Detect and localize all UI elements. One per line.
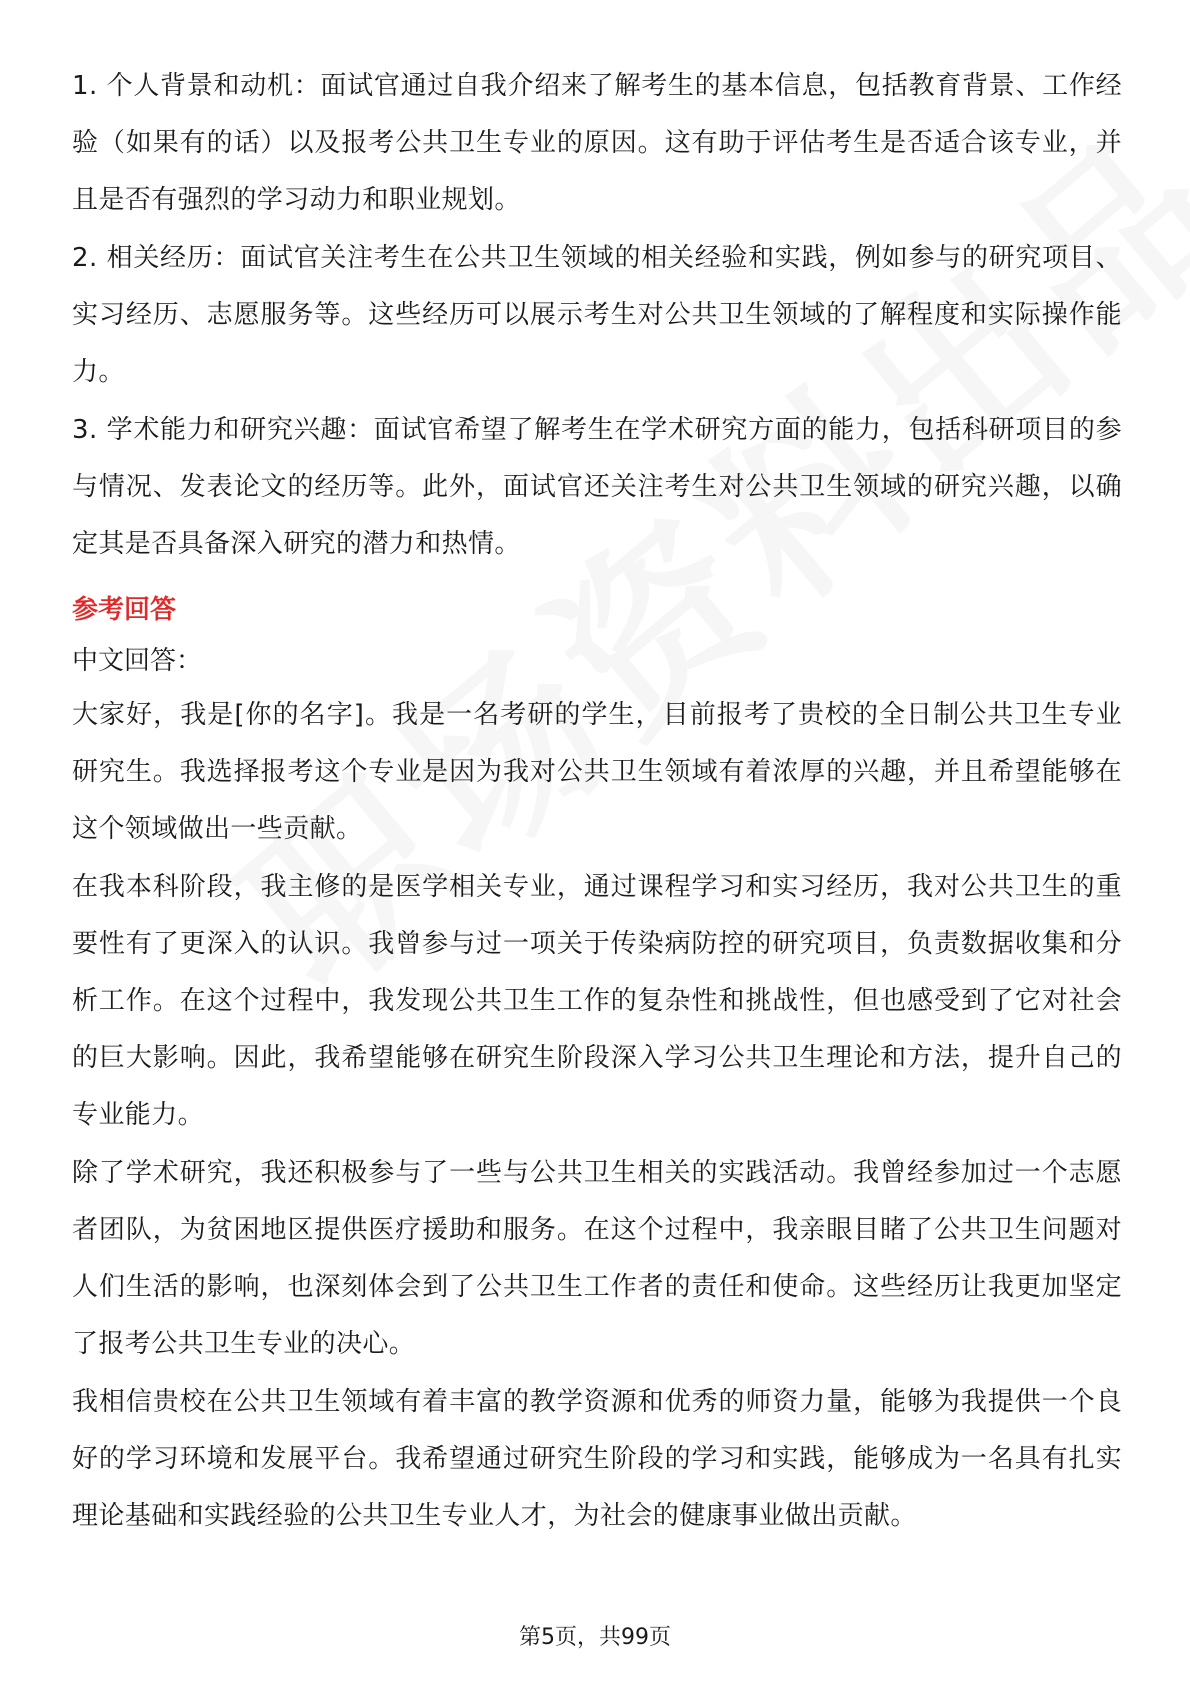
- list-item: 2. 相关经历：面试官关注考生在公共卫生领域的相关经验和实践，例如参与的研究项目、实习经历、志愿服务等。这些经历可以展示考生对公共卫生领域的了解程度和实际操作能力。: [72, 243, 1122, 387]
- page-number: 第5页，共99页: [519, 1625, 671, 1650]
- sub-heading: 中文回答：: [72, 646, 203, 676]
- list-item: 1. 个人背景和动机：面试官通过自我介绍来了解考生的基本信息，包括教育背景、工作经验（如果有的话）以及报考公共卫生专业的原因。这有助于评估考生是否适合该专业，并且是否有强烈的学习动力和职业规划。: [72, 71, 1122, 215]
- answer-paragraph: 我相信贵校在公共卫生领域有着丰富的教学资源和优秀的师资力量，能够为我提供一个良好的学习环境和发展平台。我希望通过研究生阶段的学习和实践，能够成为一名具有扎实理论基础和实践经验的公共卫生专业人才，为社会的健康事业做出贡献。: [72, 1387, 1122, 1531]
- answer-paragraph: 除了学术研究，我还积极参与了一些与公共卫生相关的实践活动。我曾经参加过一个志愿者团队，为贫困地区提供医疗援助和服务。在这个过程中，我亲眼目睹了公共卫生问题对人们生活的影响，也深刻体会到了公共卫生工作者的责任和使命。这些经历让我更加坚定了报考公共卫生专业的决心。: [72, 1158, 1122, 1359]
- answer-paragraph: 大家好，我是[你的名字]。我是一名考研的学生，目前报考了贵校的全日制公共卫生专业研究生。我选择报考这个专业是因为我对公共卫生领域有着浓厚的兴趣，并且希望能够在这个领域做出一些贡献。: [72, 700, 1122, 844]
- answer-paragraph: 在我本科阶段，我主修的是医学相关专业，通过课程学习和实习经历，我对公共卫生的重要性有了更深入的认识。我曾参与过一项关于传染病防控的研究项目，负责数据收集和分析工作。在这个过程中，我发现公共卫生工作的复杂性和挑战性，但也感受到了它对社会的巨大影响。因此，我希望能够在研究生阶段深入学习公共卫生理论和方法，提升自己的专业能力。: [72, 872, 1122, 1130]
- document-page: [72, 58, 1122, 1546]
- list-item: 3. 学术能力和研究兴趣：面试官希望了解考生在学术研究方面的能力，包括科研项目的参与情况、发表论文的经历等。此外，面试官还关注考生对公共卫生领域的研究兴趣，以确定其是否具备深入研究的潜力和热情。: [72, 415, 1122, 559]
- section-title: 参考回答: [72, 595, 177, 625]
